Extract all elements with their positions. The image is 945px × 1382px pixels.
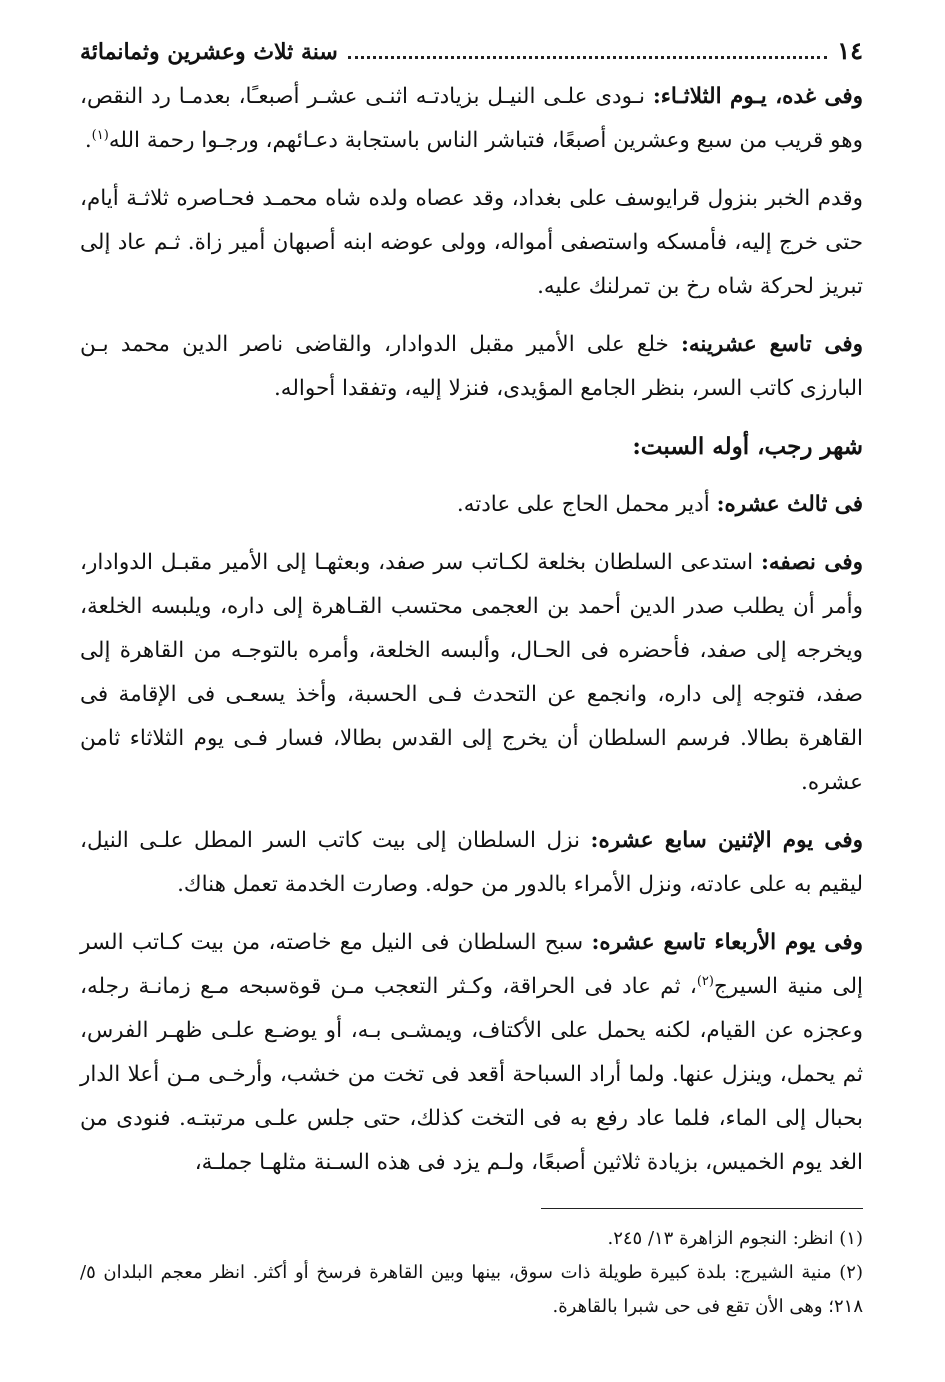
paragraph-lead: وفى تاسع عشرينه: <box>680 332 863 357</box>
month-heading: شهر رجب، أوله السبت: <box>632 433 863 460</box>
paragraph-text: استدعى السلطان بخلعة لكـاتب سر صفد، وبعثهـا إلى الأمير مقبـل الدوادار، وأمر أن يطلب صدر الدين أحمد بن العجمى محتسب القـاهرة إلى داره، ويلبسه الخلعة، ويخرجه إلى صفد، فأحضره فى الحـال، وألبسه الخلعة، وأمره بالتوجـه من القاهرة إلى صفد، فتوجه إلى داره، وانجمع عن التحدث فـى الحسبة، وأخذ يسعـى فى الإقامة فى القاهرة بطالا. فرسم السلطان أن يخرج إلى القدس بطالا، فسار فـى يوم الثلاثاء ثامن عشره. <box>80 550 863 795</box>
paragraph-mid-month <box>80 541 863 805</box>
footnote-1: (١) انظر: النجوم الزاهرة ١٣/ ٢٤٥. <box>607 1228 863 1249</box>
paragraph-wednesday-19th <box>80 921 863 1185</box>
paragraph-tail: . <box>84 128 92 153</box>
paragraph-text-continued: ، ثم عاد فى الحراقة، وكـثر التعجب مـن قوةسبحه مـع زمانـة رجله، وعجزه عن القيام، لكنه يحمل على الأكتاف، ويمشـى بـه، أو يوضـع علـى ظهـر الفرس، ثم يحمل، وينزل عنها. ولما أراد السباحة أقعد فى تخت من خشب، وأرخـى مـن أعلا الدار بحبال إلى الماء، فلما عاد رفع به فى التخت كذلك، حتى جلس علـى مرتبتـه. فنودى من الغد يوم الخميس، بزيادة ثلاثين أصبعًا، ولـم يزد فى هذه السـنة مثلهـا جملـة، <box>80 974 863 1175</box>
footnote-2: (٢) منية الشيرج: بلدة كبيرة طويلة ذات سوق، بينها وبين القاهرة فرسخ أو أكثر. انظر معجم البلدان ٥/ ٢١٨؛ وهى الأن تقع فى حى شبرا بالقاهرة. <box>80 1262 863 1317</box>
page-number: ١٤ <box>837 36 863 65</box>
paragraph-text: نزل السلطان إلى بيت كاتب السر المطل علـى النيل، ليقيم به على عادته، ونزل الأمراء بالدور من حوله. وصارت الخدمة تعمل هناك. <box>80 828 863 897</box>
paragraph-monday-17th <box>80 819 863 907</box>
footnote-separator <box>541 1208 863 1209</box>
running-title: سنة ثلاث وعشرين وثمانمائة <box>80 39 338 65</box>
paragraph-13th <box>80 483 863 527</box>
page-header <box>80 34 863 69</box>
paragraph-text: نـودى علـى النيـل بزيادتـه اثنـى عشـر أصبعـًا، بعدمـا رد النقص، وهو قريب من سبع وعشرين أصبعًا، فتباشر الناس باستجابة دعـائهم، ورجـوا رحمة الله <box>80 84 863 153</box>
paragraph-lead: وفى يوم الأربعاء تاسع عشره: <box>591 930 864 955</box>
paragraph-lead: وفى نصفه: <box>760 550 863 575</box>
footnote-ref-1[interactable]: (١) <box>91 127 109 143</box>
paragraph-text: أدير محمل الحاج على عادته. <box>456 492 717 517</box>
paragraph-text: خلع على الأمير مقبل الدوادار، والقاضى ناصر الدين محمد بـن البارزى كاتب السر، بنظر الجامع المؤيدى، فنزلا إليه، وتفقدا أحواله. <box>80 332 863 401</box>
paragraph-lead: وفى غده، يـوم الثلاثـاء: <box>652 84 863 109</box>
header-dotted-leader <box>348 55 827 59</box>
footnotes <box>80 1222 863 1324</box>
paragraph-lead: وفى يوم الإثنين سابع عشره: <box>590 828 863 853</box>
paragraph-qarayusuf <box>80 177 863 309</box>
paragraph-text: وقدم الخبر بنزول قرايوسف على بغداد، وقد عصاه ولده شاه محمـد فحـاصره ثلاثـة أيام، حتى خرج إليه، فأمسكه واستصفى أمواله، وولى عوضه ابنه أصبهان أمير زاة. ثـم عاد إلى تبريز لحركة شاه رخ بن تمرلنك عليه. <box>80 186 863 299</box>
paragraph-29th <box>80 323 863 411</box>
paragraph-nile-increase <box>80 75 863 163</box>
footnote-ref-2[interactable]: (٢) <box>696 973 714 989</box>
paragraph-lead: فى ثالث عشره: <box>716 492 863 517</box>
paragraph-text: سبح السلطان فى النيل مع خاصته، من بيت كـاتب السر إلى منية السيرج <box>80 930 863 999</box>
